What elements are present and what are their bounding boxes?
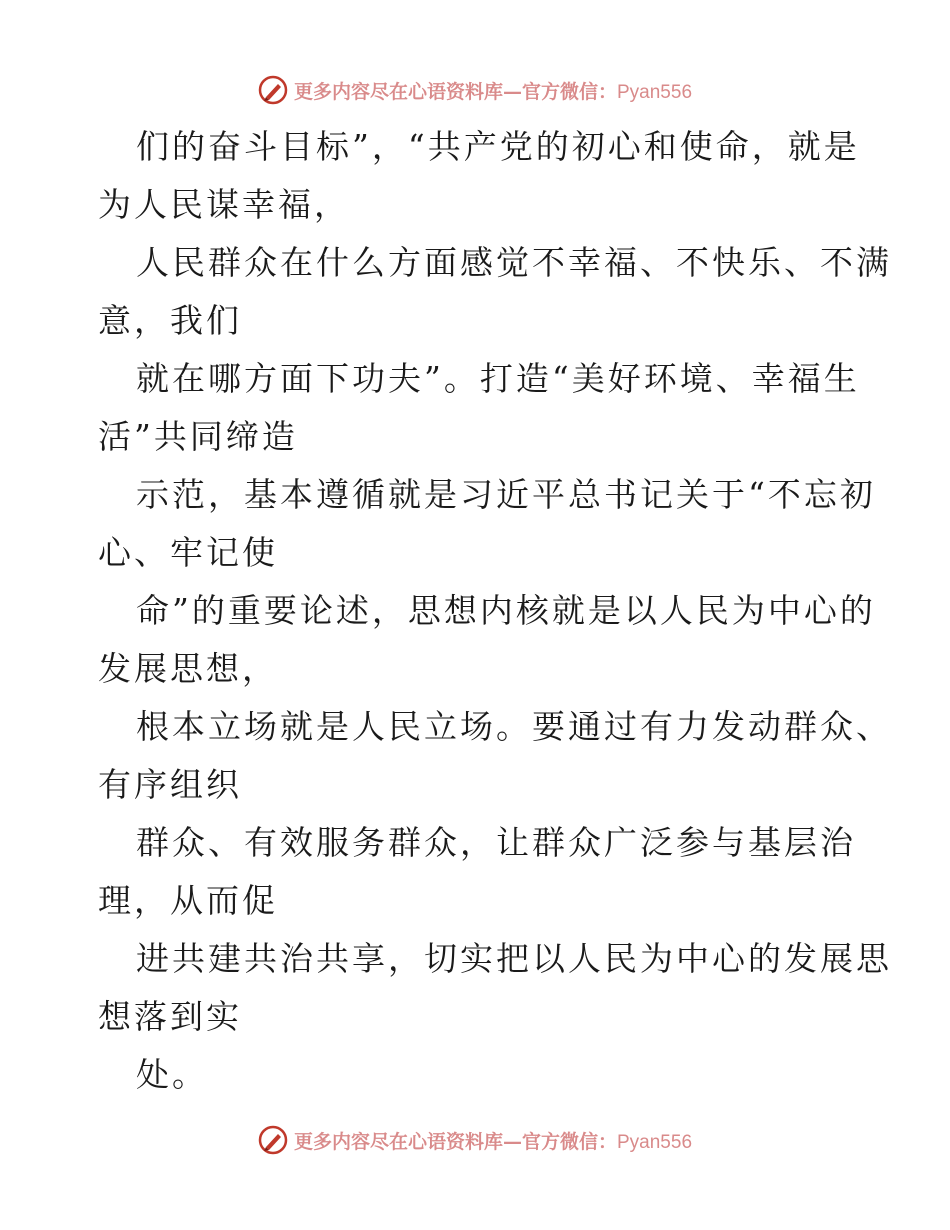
text-line: 意，我们 (98, 301, 242, 340)
footer-banner-text: 更多内容尽在心语资料库—官方微信：Pyan556 (293, 1130, 693, 1153)
text-line: 活”共同缔造 (98, 417, 298, 456)
text-line: 命”的重要论述，思想内核就是以人民为中心的 (136, 591, 876, 630)
text-line: 发展思想， (98, 649, 278, 688)
text-line: 示范，基本遵循就是习近平总书记关于“不忘初 (136, 475, 876, 514)
text-line: 心、牢记使 (98, 533, 278, 572)
header-brand: Pyan556 (617, 81, 693, 103)
text-line: 处。 (136, 1055, 208, 1094)
text-line: 们的奋斗目标”，“共产党的初心和使命，就是 (136, 127, 860, 166)
text-line: 进共建共治共享，切实把以人民为中心的发展思 (136, 939, 892, 978)
document-body (98, 118, 892, 1104)
text-line: 有序组织 (98, 765, 242, 804)
pen-logo-icon (258, 1125, 288, 1155)
pen-logo-icon (258, 75, 288, 105)
footer-brand: Pyan556 (617, 1131, 693, 1153)
header-banner (0, 70, 950, 110)
text-line: 想落到实 (98, 997, 242, 1036)
text-line: 群众、有效服务群众，让群众广泛参与基层治 (136, 823, 856, 862)
header-banner-text: 更多内容尽在心语资料库—官方微信：Pyan556 (293, 80, 693, 103)
text-line: 理，从而促 (98, 881, 278, 920)
text-line: 人民群众在什么方面感觉不幸福、不快乐、不满 (136, 243, 892, 282)
text-line: 根本立场就是人民立场。要通过有力发动群众、 (136, 707, 892, 746)
text-line: 为人民谋幸福， (98, 185, 350, 224)
text-line: 就在哪方面下功夫”。打造“美好环境、幸福生 (136, 359, 860, 398)
footer-banner (0, 1120, 950, 1160)
